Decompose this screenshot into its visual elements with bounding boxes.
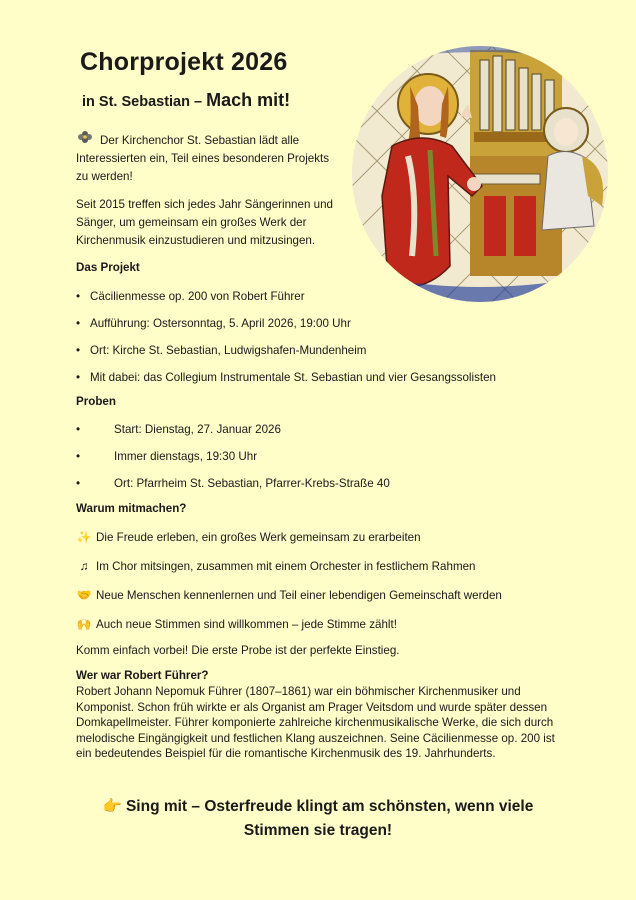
list-item: ♫ Im Chor mitsingen, zusammen mit einem Orchester in festlichem Rahmen xyxy=(76,557,502,586)
list-item: 🤝 Neue Menschen kennenlernen und Teil einer lebendigen Gemeinschaft werden xyxy=(76,588,502,602)
page-title: Chorprojekt 2026 xyxy=(80,48,288,76)
subtitle-highlight: Mach mit! xyxy=(206,90,291,110)
who-text: Robert Johann Nepomuk Führer (1807–1861) war ein böhmischer Kirchenmusiker und Komponist. Schon früh wirkte er als Organist am Prager Veitsdom und wurde später dessen Domkapellmeister. Führer komponierte zahlreiche kirchenmusikalische Werke, die sich durch melodische Eingängigkeit und festlichen Klang auszeichnen. Seine Cäcilienmesse op. 200 ist ein bedeutendes Beispiel für die romantische Kirchenmusik des 19. Jahrhunderts. xyxy=(76,685,555,761)
stained-glass-illustration xyxy=(352,46,608,302)
flyer-page: Chorprojekt 2026 in St. Sebastian – Mach mit! Der Kirchenchor St. Sebastian lädt alle Interessierten ein, Teil eines besonderen Projekts zu werden! Seit 2015 treffen sich jedes Jahr Sängerinnen und Sänger, um gemeinsam ein großes Werk der Kirchenmusik einzustudieren und mitzusingen. Das Projekt • Cäcilienmesse op. 200 von Robert Führer • Aufführung: Ostersonntag, 5. April 2026, 19:00 Uhr • Ort: Kirche St. Sebastian, Ludwigshafen-Mundenheim • Mit dabei: das Collegium Instrumentale St. Sebastian und vier Gesangssolisten Proben • Start: Dienstag, 27. Januar 2026 • Immer dienstags, 19:30 Uhr • Ort: Pfarrheim St. Sebastian, Pfarrer-Krebs-Straße 40 Warum mitmachen? ✨ Die Freude erleben, ein großes Werk gemeinsam zu erarbeiten ♫ Im Chor mitsingen, zusammen mit einem Orchester in festlichem Rahmen 🤝 Neue Menschen kennenlernen und Teil einer lebendigen Gemeinschaft werden 🙌 Auch neue Stimmen sind willkommen – jede Stimme zählt! Komm einfach vorbei! Die erste Probe ist der perfekte Einstieg. Wer war Robert Führer? Robert Johann Nepomuk Führer (1807–1861) war ein böhmischer Kirchenmusiker und Komponist. Schon früh wirkte er als Organist am Prager Veitsdom und wurde später dessen Domkapellmeister. Führer komponierte zahlreiche kirchenmusikalische Werke, die sich durch melodische Eingängigkeit und festlichen Klang auszeichnen. Seine Cäcilienmesse op. 200 ist ein bedeutendes Beispiel für die romantische Kirchenmusik des 19. Jahrhunderts. 👉 Sing mit – Osterfreude klingt am schönsten, wenn viele Stimmen sie tragen! xyxy=(0,0,636,900)
projekt-heading: Das Projekt xyxy=(76,261,140,274)
pointing-hand-icon: 👉 xyxy=(102,798,122,815)
page-subtitle xyxy=(82,90,290,111)
subtitle-prefix: in St. Sebastian – xyxy=(82,94,207,110)
who-heading: Wer war Robert Führer? xyxy=(76,669,209,682)
intro-history-text: Seit 2015 treffen sich jedes Jahr Sängerinnen und Sänger, um gemeinsam ein großes Werk der Kirchenmusik einzustudieren und mitzusingen. xyxy=(76,198,333,247)
closing-text: Komm einfach vorbei! Die erste Probe ist der perfekte Einstieg. xyxy=(76,644,400,657)
list-item: ✨ Die Freude erleben, ein großes Werk gemeinsam zu erarbeiten xyxy=(76,530,421,544)
handshake-icon: 🤝 xyxy=(76,588,92,602)
stained-glass-image xyxy=(352,46,608,302)
final-text: Sing mit – Osterfreude klingt am schönsten, wenn viele Stimmen sie tragen! xyxy=(125,798,534,839)
warum-heading: Warum mitmachen? xyxy=(76,502,187,515)
intro-text xyxy=(76,130,336,186)
list-item: 🙌 Auch neue Stimmen sind willkommen – jede Stimme zählt! xyxy=(76,617,397,631)
intro-body: Der Kirchenchor St. Sebastian lädt alle Interessierten ein, Teil eines besonderen Projekts zu werden! xyxy=(76,134,330,183)
music-note-icon: ♫ xyxy=(79,559,89,573)
sparkles-icon: ✨ xyxy=(76,530,92,544)
warum-list xyxy=(76,528,502,644)
raised-hands-icon: 🙌 xyxy=(76,617,92,631)
flower-icon xyxy=(76,130,94,150)
proben-heading: Proben xyxy=(76,395,116,408)
final-callout xyxy=(76,795,560,843)
